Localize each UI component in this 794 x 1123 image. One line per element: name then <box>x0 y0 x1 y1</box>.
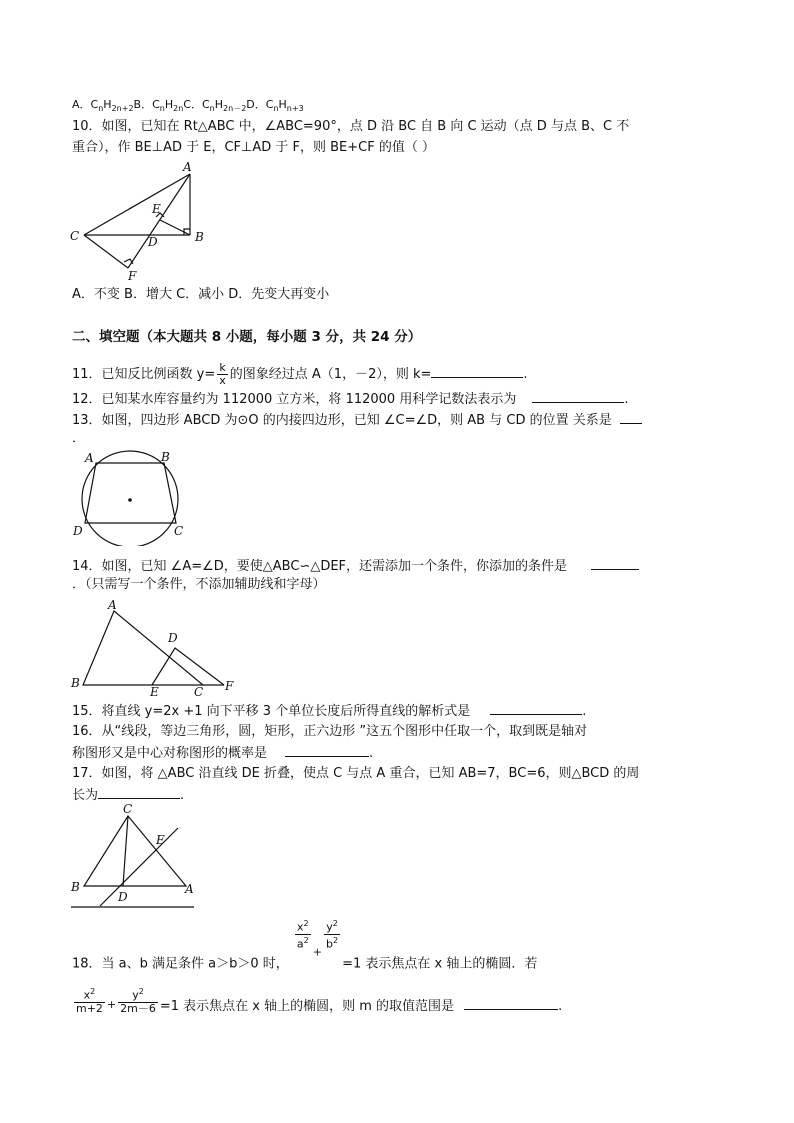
q14-label-c: C <box>194 685 204 696</box>
q14-answer-blank[interactable] <box>591 557 639 570</box>
q13-figure <box>70 446 196 546</box>
q18-frac-x-over-m2: $\frac{x^2}{m+2}$ <box>76 987 103 1015</box>
q10-label-e: E <box>152 202 161 216</box>
q14-label-b: B <box>71 676 80 690</box>
q12-answer-blank[interactable] <box>532 390 624 403</box>
q10-label-f: F <box>128 269 137 282</box>
q17-label-d: D <box>118 890 128 904</box>
q14-line2: ．（只需写一个条件，不添加辅助线和字母） <box>72 577 326 592</box>
q18-frac-x-over-a: $\frac{x^2}{a^2}$ <box>296 919 309 951</box>
q13-line1: 13．如图，四边形 ABCD 为⊙O 的内接四边形，已知 ∠C=∠D，则 AB 与 CD 的位置 关系是 <box>72 411 642 430</box>
q17-answer-blank[interactable] <box>98 786 180 799</box>
q10-label-a: A <box>183 160 192 174</box>
q17-label-a: A <box>185 882 194 896</box>
q11-fraction: $\frac{k}{x}$ <box>219 361 226 387</box>
q14-line1: 14．如图，已知 ∠A=∠D，要使△ABC∽△DEF，还需添加一个条件，你添加的条件是 <box>72 557 639 576</box>
q13-answer-blank[interactable] <box>620 411 642 424</box>
q18-answer-blank[interactable] <box>464 997 558 1010</box>
q10-line2: 重合），作 BE⊥AD 于 E，CF⊥AD 于 F，则 BE+CF 的值（ ） <box>72 140 435 155</box>
q17-line2: 长为 . <box>72 788 185 803</box>
q10-label-b: B <box>195 230 204 244</box>
q10-figure <box>66 160 216 282</box>
q17-label-e: E <box>156 833 165 847</box>
q13-label-b: B <box>161 450 170 464</box>
q18-line2: $\frac{x^2}{m+2}$ $_+$ $\frac{y^2}{2m-6}$ =1 表示焦点在 x 轴上的椭圆，则 m 的取值范围是 . <box>76 987 563 1015</box>
q10-line1: 10．如图，已知在 Rt△ABC 中，∠ABC=90°，点 D 沿 BC 自 B 向 C 运动（点 D 与点 B、C 不 <box>72 119 630 134</box>
q9-options: A．$C_nH_{2n+2}B$．$C_nH_{2n}C$．$C_nH_{2n-2}D$．$C_nH_{n+3}$ <box>72 98 304 114</box>
q16-line2: 称图形又是中心对称图形的概率是 . <box>72 746 374 761</box>
q14-label-a: A <box>108 598 117 612</box>
q18-frac-y-over-b: $\frac{y^2}{b^2}$ <box>325 919 339 951</box>
q18-line1: 18．当 a、b 满足条件 a＞b＞0 时， $\frac{x^2}{a^2}$ $_+$ $\frac{y^2}{b^2}$ =1 表示焦点在 x 轴上的椭圆．若 <box>72 919 538 972</box>
q15: 15．将直线 y=2x +1 向下平移 3 个单位长度后所得直线的解析式是 . <box>72 704 587 719</box>
q14-label-e: E <box>150 685 159 696</box>
q11-answer-blank[interactable] <box>431 365 523 378</box>
q11: 11．已知反比例函数 y= $\frac{k}{x}$ 的图象经过点 A（1，－2），则 k= . <box>72 361 528 387</box>
q10-label-d: D <box>148 235 158 249</box>
q17-label-c: C <box>123 802 133 816</box>
q18-frac-y-over-2m6: $\frac{y^2}{2m-6}$ <box>120 987 156 1015</box>
q16-line1: 16．从“线段，等边三角形，圆，矩形，正六边形 ”这五个图形中任取一个，取到既是轴对 <box>72 724 588 739</box>
q13-label-a: A <box>85 451 94 465</box>
q10-options: A．不变 B．增大 C．减小 D．先变大再变小 <box>72 287 330 302</box>
q17-label-b: B <box>71 880 80 894</box>
q15-answer-blank[interactable] <box>490 702 582 715</box>
q14-label-f: F <box>225 679 234 693</box>
q14-figure <box>70 596 242 696</box>
q14-label-d: D <box>168 631 178 645</box>
q17-line1: 17．如图，将 △ABC 沿直线 DE 折叠，使点 C 与点 A 重合，已知 AB=7，BC=6，则△BCD 的周 <box>72 766 640 781</box>
q10-label-c: C <box>70 229 80 243</box>
q12: 12．已知某水库容量约为 112000 立方米，将 112000 用科学记数法表示为 . <box>72 392 629 407</box>
q17-figure <box>68 800 198 912</box>
section-2-heading: 二、填空题（本大题共 8 小题，每小题 3 分，共 24 分） <box>72 329 422 345</box>
q13-label-d: D <box>73 524 83 538</box>
q16-answer-blank[interactable] <box>285 744 369 757</box>
q13-line2: ． <box>72 431 86 446</box>
q13-label-c: C <box>174 524 184 538</box>
